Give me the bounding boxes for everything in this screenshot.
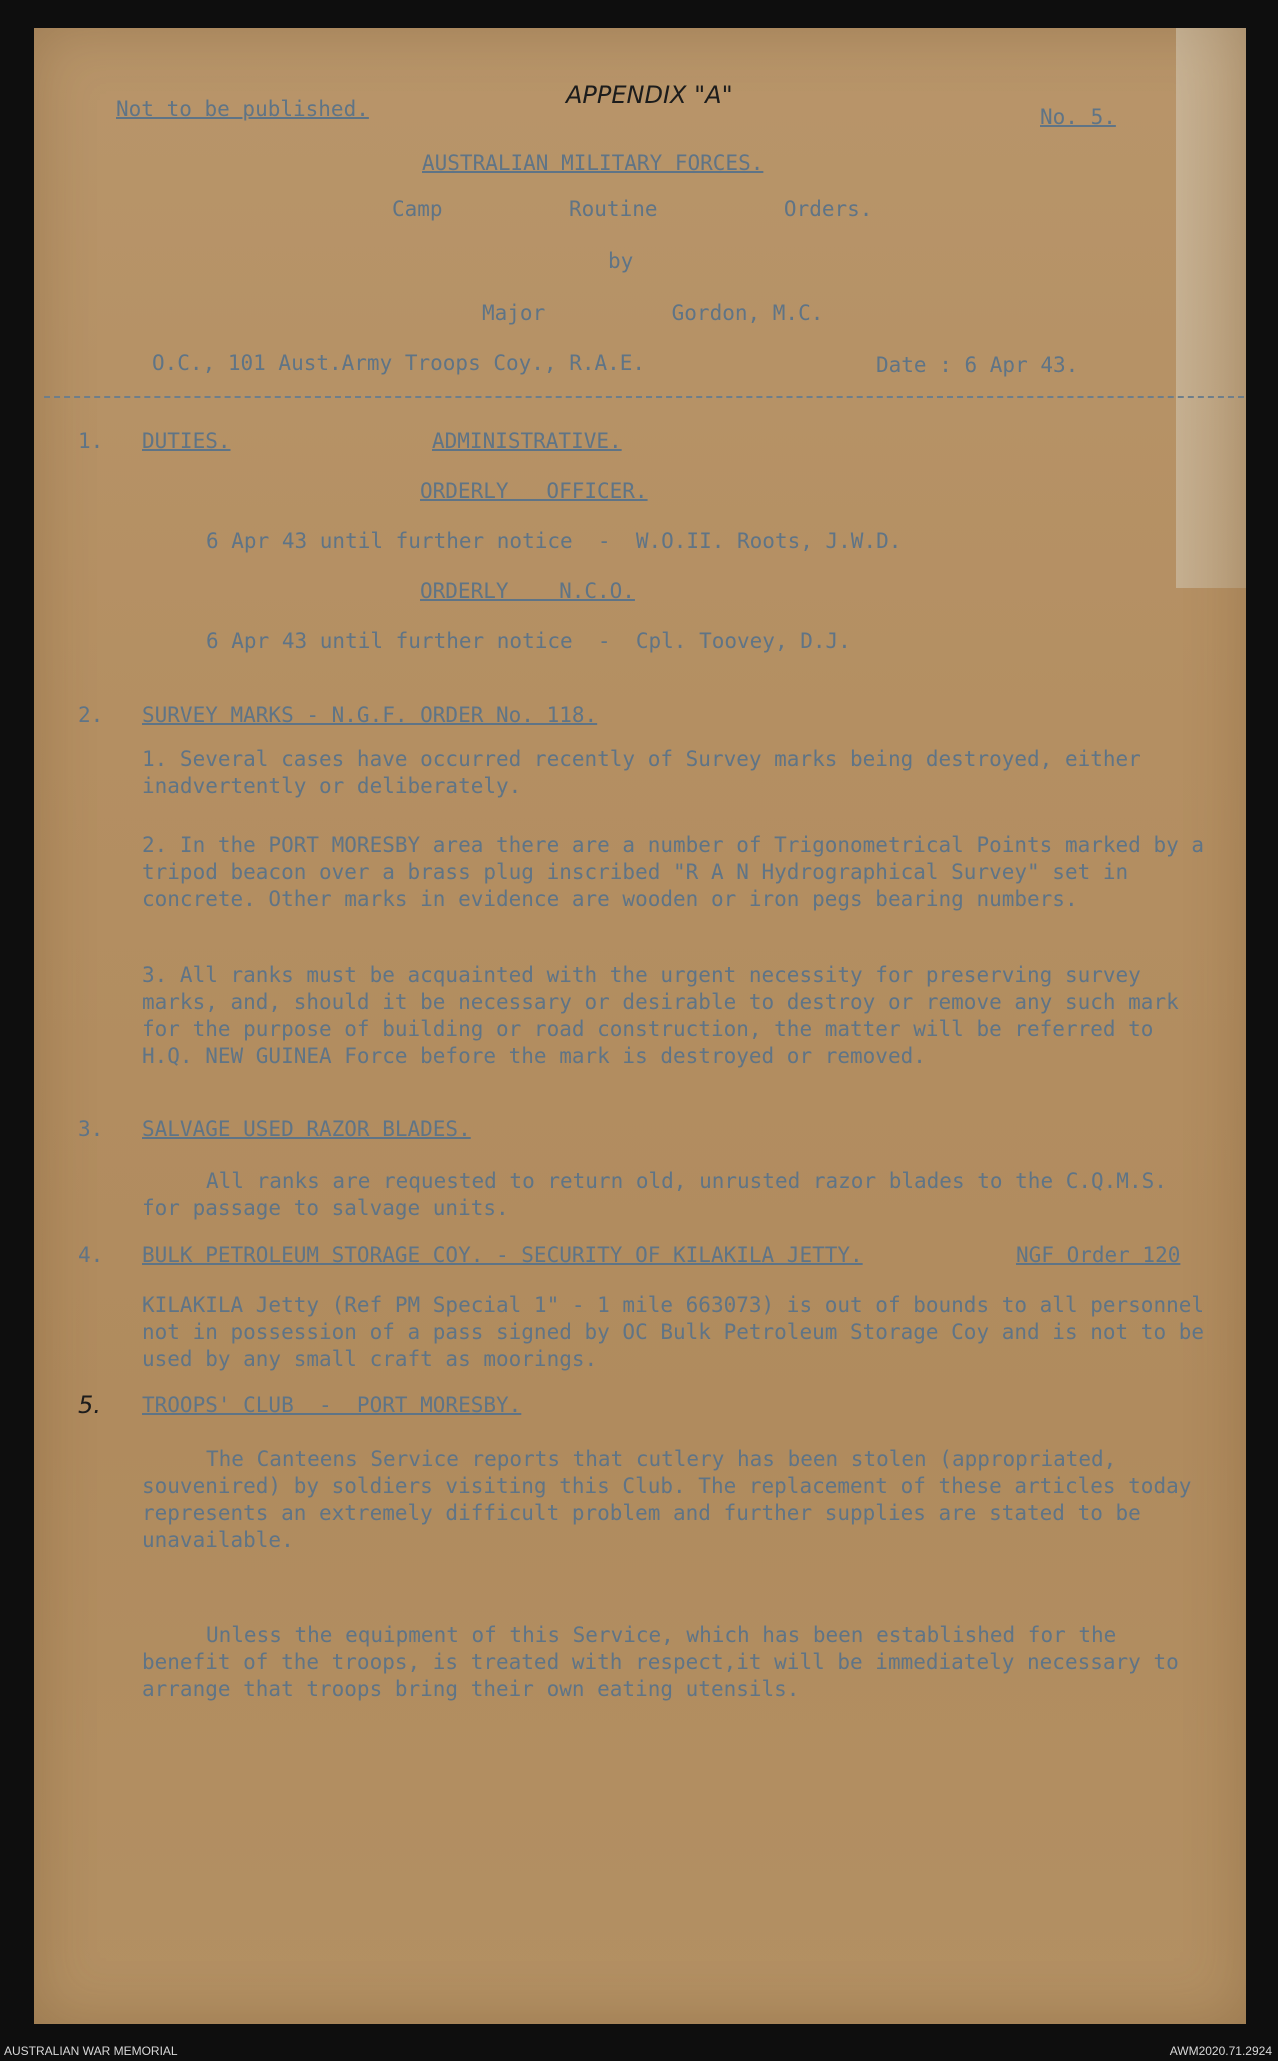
- section-3-paragraph: All ranks are requested to return old, unrusted razor blades to the C.Q.M.S. for passage to salvage units.: [142, 1169, 1167, 1220]
- document-page: [34, 28, 1246, 2024]
- section-4-paragraph: KILAKILA Jetty (Ref PM Special 1" - 1 mile 663073) is out of bounds to all personnel not in possession of a pass signed by OC Bulk Petroleum Storage Coy and is not to be used by any small craft as moorings.: [142, 1293, 1205, 1371]
- section-1-heading: DUTIES.: [142, 429, 231, 453]
- section-2-paragraph-1: 1. Several cases have occurred recently of Survey marks being destroyed, either inadvertently or deliberately.: [142, 747, 1141, 798]
- officer-line: Major Gordon, M.C.: [482, 301, 824, 325]
- section-5-paragraph-2: Unless the equipment of this Service, which has been established for the benefit of the troops, is treated with respect,it will be immediately necessary to arrange that troops bring their own eating utensils.: [142, 1623, 1179, 1701]
- not-published-note: Not to be published.: [116, 97, 369, 121]
- section-3-heading: SALVAGE USED RAZOR BLADES.: [142, 1117, 471, 1141]
- orderly-nco-text: 6 Apr 43 until further notice - Cpl. Toovey, D.J.: [206, 629, 851, 653]
- orderly-officer-title: ORDERLY OFFICER.: [420, 479, 648, 503]
- unit-line: O.C., 101 Aust.Army Troops Coy., R.A.E.: [152, 351, 646, 375]
- footer-source: AUSTRALIAN WAR MEMORIAL: [4, 2044, 178, 2058]
- by-line: by: [608, 249, 634, 273]
- section-4-reference: NGF Order 120: [1016, 1243, 1181, 1267]
- section-2-paragraph-2: 2. In the PORT MORESBY area there are a number of Trigonometrical Points marked by a tripod beacon over a brass plug inscribed "R A N Hydrographical Survey" set in concrete. Other marks in evidence are wooden or iron pegs bearing numbers.: [142, 833, 1205, 911]
- force-heading: AUSTRALIAN MILITARY FORCES.: [422, 151, 764, 175]
- orderly-officer-text: 6 Apr 43 until further notice - W.O.II. Roots, J.W.D.: [206, 529, 902, 553]
- section-4-heading: BULK PETROLEUM STORAGE COY. - SECURITY OF KILAKILA JETTY.: [142, 1243, 863, 1267]
- orderly-nco-title: ORDERLY N.C.O.: [420, 579, 635, 603]
- tape-strip: [1176, 28, 1246, 588]
- appendix-annotation: APPENDIX "A": [566, 81, 733, 109]
- footer-accession: AWM2020.71.2924: [1169, 2044, 1272, 2058]
- section-3-number: 3.: [78, 1117, 104, 1141]
- section-2-number: 2.: [78, 703, 104, 727]
- header-rule: [44, 396, 1244, 398]
- order-number: No. 5.: [1040, 105, 1116, 129]
- date-line: Date : 6 Apr 43.: [876, 353, 1079, 377]
- section-2-heading: SURVEY MARKS - N.G.F. ORDER No. 118.: [142, 703, 598, 727]
- section-4-number: 4.: [78, 1243, 104, 1267]
- section-5-paragraph-1: The Canteens Service reports that cutlery has been stolen (appropriated, souvenired) by soldiers visiting this Club. The replacement of these articles today represents an extremely difficult problem and further supplies are stated to be unavailable.: [142, 1447, 1192, 1552]
- section-2-paragraph-3: 3. All ranks must be acquainted with the urgent necessity for preserving survey marks, and, should it be necessary or desirable to destroy or remove any such mark for the purpose of building or road construction, the matter will be referred to H.Q. NEW GUINEA Force before the mark is destroyed or removed.: [142, 963, 1179, 1068]
- section-5-number: 5.: [78, 1391, 101, 1419]
- section-5-heading: TROOPS' CLUB - PORT MORESBY.: [142, 1393, 522, 1417]
- section-1-subheading: ADMINISTRATIVE.: [432, 429, 622, 453]
- orders-title: Camp Routine Orders.: [392, 197, 873, 221]
- section-1-number: 1.: [78, 429, 104, 453]
